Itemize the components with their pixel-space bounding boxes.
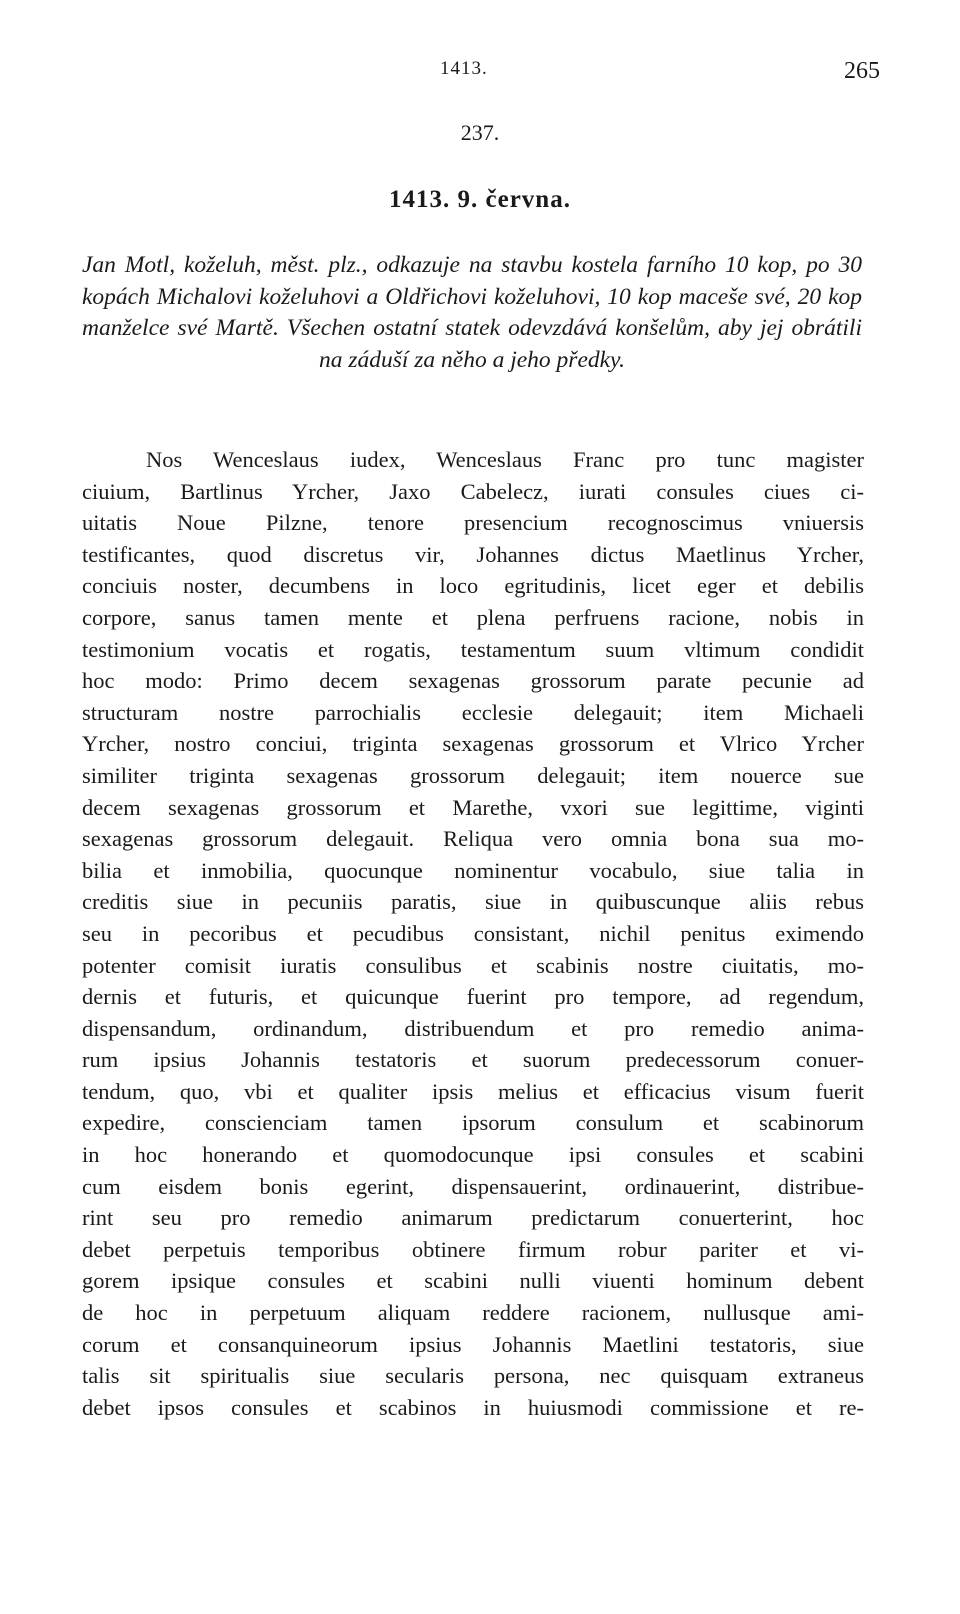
body-line: conciuis noster, decumbens in loco egritudinis, licet eger et debilis bbox=[82, 573, 864, 599]
body-line: testificantes, quod discretus vir, Johannes dictus Maetlinus Yrcher, bbox=[82, 541, 864, 567]
body-line: Yrcher, nostro conciui, triginta sexagenas grossorum et Vlrico Yrcher bbox=[82, 731, 864, 757]
body-line: corpore, sanus tamen mente et plena perfruens racione, nobis in bbox=[82, 604, 864, 630]
body-line: sexagenas grossorum delegauit. Reliqua vero omnia bona sua mo- bbox=[82, 826, 864, 852]
body-line: hoc modo: Primo decem sexagenas grossorum parate pecunie ad bbox=[82, 668, 864, 694]
body-line: dernis et futuris, et quicunque fuerint pro tempore, ad regendum, bbox=[82, 984, 864, 1010]
body-line: Nos Wenceslaus iudex, Wenceslaus Franc pro tunc magister bbox=[146, 447, 864, 472]
running-head bbox=[0, 58, 960, 88]
body-line: cum eisdem bonis egerint, dispensauerint, ordinauerint, distribue- bbox=[82, 1173, 864, 1199]
body-line: uitatis Noue Pilzne, tenore presencium recognoscimus vniuersis bbox=[82, 510, 864, 536]
body-line: tendum, quo, vbi et qualiter ipsis melius et efficacius visum fuerit bbox=[82, 1078, 864, 1104]
body-line: rum ipsius Johannis testatoris et suorum predecessorum conuer- bbox=[82, 1047, 864, 1073]
body-line: in hoc honerando et quomodocunque ipsi consules et scabini bbox=[82, 1142, 864, 1168]
body-line: creditis siue in pecuniis paratis, siue in quibuscunque aliis rebus bbox=[82, 889, 864, 915]
document-summary: Jan Motl, koželuh, měst. plz., odkazuje na stavbu kostela farního 10 kop, po 30 kopách Michalovi koželuhovi a Oldřichovi koželuhovi, 10 kop maceše své, 20 kop manželce své Martě. Všechen ostatní statek odevzdává konšelům, aby jej obrátili na záduší za něho a jeho předky. bbox=[82, 252, 862, 373]
body-line: corum et consanquineorum ipsius Johannis Maetlini testatoris, siue bbox=[82, 1331, 864, 1357]
body-line: dispensandum, ordinandum, distribuendum et pro remedio anima- bbox=[82, 1015, 864, 1041]
body-line: debet perpetuis temporibus obtinere firmum robur pariter et vi- bbox=[82, 1236, 864, 1262]
body-line: de hoc in perpetuum aliquam reddere racionem, nullusque ami- bbox=[82, 1300, 864, 1326]
document-date: 1413. 9. června. bbox=[389, 186, 571, 213]
body-line: bilia et inmobilia, quocunque nominentur vocabulo, siue talia in bbox=[82, 857, 864, 883]
document-number: 237. bbox=[460, 120, 500, 145]
document-body bbox=[82, 444, 864, 1423]
body-line: similiter triginta sexagenas grossorum delegauit; item nouerce sue bbox=[82, 762, 864, 788]
body-line: rint seu pro remedio animarum predictarum conuerterint, hoc bbox=[82, 1205, 864, 1231]
body-line: testimonium vocatis et rogatis, testamentum suum vltimum condidit bbox=[82, 636, 864, 662]
body-line: debet ipsos consules et scabinos in huiusmodi commissione et re- bbox=[82, 1394, 864, 1420]
body-line: ciuium, Bartlinus Yrcher, Jaxo Cabelecz, iurati consules ciues ci- bbox=[82, 478, 864, 504]
body-line: seu in pecoribus et pecudibus consistant, nichil penitus eximendo bbox=[82, 920, 864, 946]
body-line: talis sit spiritualis siue secularis persona, nec quisquam extraneus bbox=[82, 1363, 864, 1389]
body-line: decem sexagenas grossorum et Marethe, vxori sue legittime, viginti bbox=[82, 794, 864, 820]
body-line: expedire, conscienciam tamen ipsorum consulum et scabinorum bbox=[82, 1110, 864, 1136]
running-head-year: 1413. bbox=[440, 58, 488, 79]
body-line: gorem ipsique consules et scabini nulli viuenti hominum debent bbox=[82, 1268, 864, 1294]
page-number: 265 bbox=[844, 58, 880, 84]
body-line: structuram nostre parrochialis ecclesie delegauit; item Michaeli bbox=[82, 699, 864, 725]
body-line: potenter comisit iuratis consulibus et scabinis nostre ciuitatis, mo- bbox=[82, 952, 864, 978]
